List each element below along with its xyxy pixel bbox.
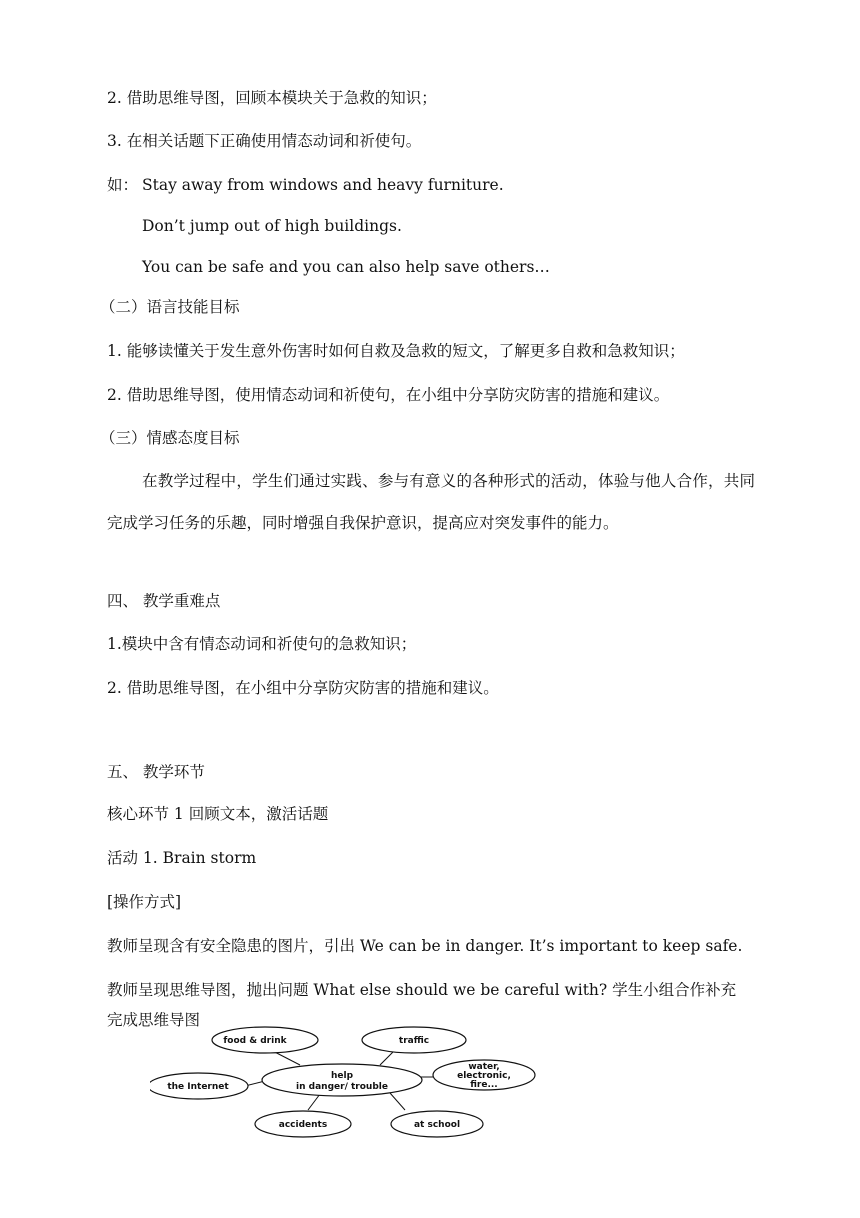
core-step-1: 核心环节 1 回顾文本，激活话题 — [107, 805, 329, 823]
mind-map-label-water-1: water, — [468, 1062, 500, 1072]
steps-heading: 五、 教学环节 — [107, 763, 205, 781]
mind-map-label-accidents: accidents — [278, 1120, 328, 1130]
objective-item-3: 3. 在相关话题下正确使用情态动词和祈使句。 — [107, 132, 422, 150]
steps-line-3: 完成思维导图 — [107, 1011, 201, 1029]
mind-map-label-traffic: traffic — [398, 1036, 430, 1046]
mind-map-label-water-3: fire... — [470, 1080, 498, 1090]
mind-map-label-school: at school — [413, 1120, 461, 1130]
mind-map-diagram — [150, 1022, 550, 1142]
key-points-item-2: 2. 借助思维导图，在小组中分享防灾防害的措施和建议。 — [107, 679, 499, 697]
mind-map-center-label-2: in danger/ trouble — [296, 1082, 388, 1092]
example-sentence-1: Stay away from windows and heavy furniture. — [142, 176, 504, 194]
mind-map-label-water-2: electronic, — [457, 1071, 511, 1081]
key-points-heading: 四、 教学重难点 — [107, 592, 221, 610]
example-prefix: 如： — [107, 176, 139, 194]
mind-map-center-label-1: help — [330, 1071, 354, 1081]
method-label: [操作方式] — [107, 893, 182, 911]
attitude-paragraph: 在教学过程中，学生们通过实践、参与有意义的各种形式的活动，体验与他人合作，共同完成学习任务的乐趣，同时增强自我保护意识，提高应对突发事件的能力。 — [107, 472, 755, 532]
skills-item-2: 2. 借助思维导图，使用情态动词和祈使句，在小组中分享防灾防害的措施和建议。 — [107, 386, 670, 404]
steps-line-2: 教师呈现思维导图，抛出问题 What else should we be careful with? 学生小组合作补充 — [107, 981, 737, 999]
example-sentence-3: You can be safe and you can also help save others… — [142, 258, 550, 276]
key-points-item-1: 1.模块中含有情态动词和祈使句的急救知识； — [107, 635, 417, 653]
attitude-heading: （三）情感态度目标 — [100, 429, 240, 447]
mind-map-label-food: food & drink — [223, 1036, 287, 1046]
steps-line-1: 教师呈现含有安全隐患的图片，引出 We can be in danger. It’s important to keep safe. — [107, 937, 743, 955]
skills-item-1: 1. 能够读懂关于发生意外伤害时如何自救及急救的短文，了解更多自救和急救知识； — [107, 342, 685, 360]
objective-item-2: 2. 借助思维导图，回顾本模块关于急救的知识； — [107, 89, 437, 107]
skills-heading: （二）语言技能目标 — [100, 298, 240, 316]
example-sentence-2: Don’t jump out of high buildings. — [142, 217, 402, 235]
activity-1: 活动 1. Brain storm — [107, 849, 257, 867]
mind-map-label-internet: the Internet — [167, 1082, 229, 1092]
